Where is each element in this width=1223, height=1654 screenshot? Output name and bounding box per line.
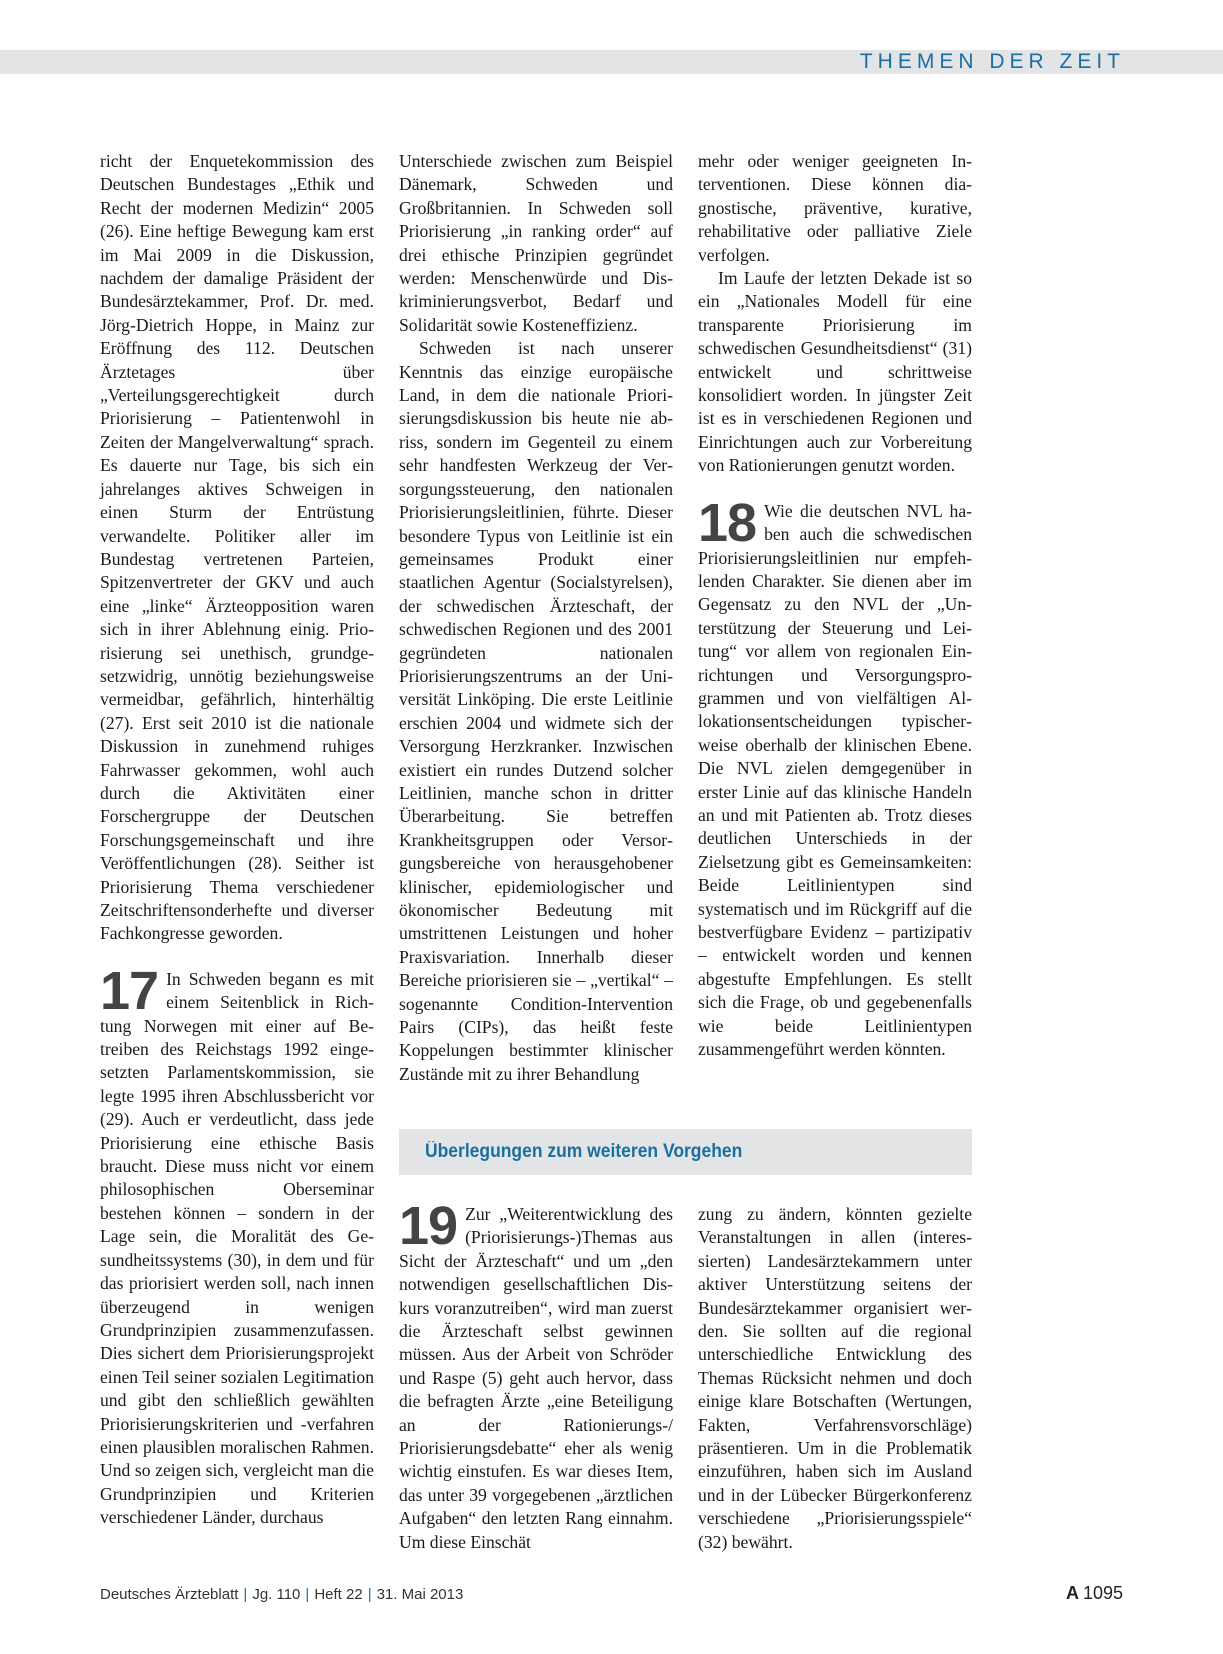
paragraph: mehr oder weniger geeigneten Interventionen. Diese können diagnostische, präventive, kurative, rehabilitative oder palliative Ziele verfolgen.: [698, 151, 972, 265]
page-number: [1066, 1581, 1123, 1605]
column-1: [100, 150, 374, 1530]
paragraph: Schweden ist nach unserer Kenntnis das einzige europäische Land, in dem die nationale Priorisierungsdiskussion bis heute nie abriss, sondern im Gegenteil zu einem sehr handfesten Werkzeug der Versorgungssteuerung, den nationalen Priorisierungsleitlinien, führte. Dieser besondere Typus von Leitlinie ist ein gemeinsames Produkt einer staatlichen Agentur (Socialstyrelsen), der schwedischen Ärzteschaft, der schwedischen Regionen und des 2001 gegründeten nationalen Priorisierungszentrums an der Universität Linköping. Die erste Leitlinie erschien 2004 und widmete sich der Versorgung Herzkranker. Inzwischen existiert ein rundes Dutzend solcher Leitlinien, manche schon in dritter Überarbeitung. Sie betreffen Krankheitsgruppen oder Versorgungsbereiche von herausgehobener klinischer, epidemiologischer und ökonomischer Bedeutung mit umstrittenen Leistungen und hoher Praxisvariation. Innerhalb dieser Bereiche priorisieren sie – „vertikal“ – sogenannte Condition-Intervention Pairs (CIPs), das heißt feste Koppelungen bestimmter klinischer Zustände mit zu ihrer Behandlung: [399, 338, 673, 1084]
paragraph-17: [100, 960, 374, 1530]
paragraph: Unterschiede zwischen zum Beispiel Dänemark, Schweden und Großbritannien. In Schweden soll Priorisierung „in ranking order“ auf drei ethische Prinzipien gegründet werden: Menschenwürde und Diskriminierungsverbot, Bedarf und Solidarität sowie Kosteneffizienz.: [399, 151, 673, 335]
volume: Jg. 110: [252, 1586, 301, 1603]
paragraph-text: In Schweden begann es mit einem Seitenblick in Richtung Norwegen mit einer auf Betreiben des Reichstags 1992 eingesetzten Parlamentskommission, sie legte 1995 ihren Abschlussbericht vor (29). Auch er verdeutlicht, dass jede Priorisierung eine ethische Basis braucht. Diese muss nicht vor einem philosophischen Oberseminar bestehen können – sondern in der Lage sein, die Moralität des Gesundheitssystems (30), in dem und für das priorisiert werden soll, nach innen überzeugend in wenigen Grundprinzipien zusammenzufassen. Dies sichert dem Priorisierungsprojekt einen Teil seiner sozialen Legitimation und gibt den schließlich gewählten Priorisierungskriterien und -verfahren einen plausiblen moralischen Rahmen. Und so zeigen sich, vergleicht man die Grundprinzipien und Kriterien verschiedener Länder, durchaus: [100, 968, 374, 1528]
paragraph-number-17: 17: [100, 960, 159, 1021]
paragraph: richt der Enquetekommission des Deutschen Bundestages „Ethik und Recht der modernen Medizin“ 2005 (26). Eine heftige Bewegung kam erst im Mai 2009 in die Diskussion, nachdem der damalige Präsident der Bundesärztekammer, Prof. Dr. med. Jörg-Dietrich Hoppe, in Mainz zur Eröffnung des 112. Deutschen Ärztetages über „Verteilungsgerechtigkeit durch Priorisierung – Patientenwohl in Zeiten der Mangelverwaltung“ sprach. Es dauerte nur Tage, bis sich ein jahrelanges aktives Schweigen in einen Sturm der Entrüstung verwandelte. Politiker aller im Bundestag vertretenen Parteien, Spitzenvertreter der GKV und auch eine „linke“ Ärzteopposition waren sich in ihrer Ablehnung einig. Priorisierung sei unethisch, grundgesetzwidrig, unnötig beziehungsweise vermeidbar, gefährlich, hinterhältig (27). Erst seit 2010 ist die nationale Diskussion in zunehmend ruhiges Fahrwasser gekommen, wohl auch durch die Aktivitäten einer Forschergruppe der Deutschen Forschungsgemeinschaft und ihre Veröffentlichungen (28). Seither ist Priorisierung Thema verschiedener Zeitschriftensonderhefte und diverser Fachkongresse geworden.: [100, 151, 374, 944]
paragraph-text: Zur „Weiterentwicklung des (Priorisierungs-)Themas aus Sicht der Ärzteschaft“ und um „den notwendigen gesellschaftlichen Diskurs voranzutreiben“, wird man zuerst die Ärzteschaft selbst gewinnen müssen. Aus der Arbeit von Schröder und Raspe (5) geht auch hervor, dass die befragten Ärzte „eine Beteiligung an der Rationierungs-/ Priorisierungsdebatte“ eher als wenig wichtig einstufen. Es war dieses Item, das unter 39 vorgegebenen „ärztlichen Aufgaben“ den letzten Rang einnahm. Um diese Einschät: [399, 1204, 673, 1552]
column-2: [399, 150, 673, 1086]
page-letter: A: [1065, 1583, 1079, 1603]
subheading: Überlegungen zum weiteren Vorgehen: [425, 1141, 743, 1162]
paragraph: Im Laufe der letzten Dekade ist so ein „Nationales Modell für eine transparente Priorisierung im schwedischen Gesundheitsdienst“ (31) entwickelt und schrittweise konsolidiert worden. In jüngster Zeit ist es in verschiedenen Regionen und Einrichtungen auch zur Vorbereitung von Rationierungen genutzt worden.: [698, 268, 972, 476]
section-label: THEMEN DER ZEIT: [859, 50, 1125, 73]
column-2-lower: [399, 1196, 673, 1554]
issue: Heft 22: [314, 1586, 363, 1603]
paragraph: zung zu ändern, könnten gezielte Veranstaltungen in allen (interessierten) Landesärztekammern unter aktiver Unterstützung seitens der Bundesärztekammer organisiert werden. Sie sollten auf die regional unterschiedliche Entwicklung des Themas Rücksicht nehmen und doch einige klare Botschaften (Wertungen, Fakten, Verfahrensvorschläge) präsentieren. Um in die Problematik einzuführen, haben sich im Ausland und in der Lübecker Bürgerkonferenz verschiedene „Priorisierungsspiele“ (32) bewährt.: [698, 1204, 972, 1552]
paragraph-text: Wie die deutschen NVL haben auch die schwedischen Priorisierungsleitlinien nur empfehlenden Charakter. Sie dienen aber im Gegensatz zu den NVL der „Unterstützung der Steuerung und Leitung“ vor allem von regionalen Einrichtungen und Versorgungsprogrammen und von vielfältigen Allokationsentscheidungen typischerweise oberhalb der klinischen Ebene. Die NVL zielen demgegenüber in erster Linie auf das klinische Handeln an und mit Patienten ab. Trotz dieses deutlichen Unterschieds in der Zielsetzung gibt es Gemeinsamkeiten: Beide Leitlinientypen sind systematisch und im Rückgriff auf die bestverfügbare Evidenz – partizipativ – entwickelt worden und kennen abgestufte Empfehlungen. Es stellt sich die Frage, ob und gegebenenfalls wie beide Leitlinientypen zusammengeführt werden könnten.: [698, 500, 972, 1060]
date: 31. Mai 2013: [376, 1586, 464, 1603]
paragraph-number-19: 19: [399, 1196, 458, 1256]
page-number-value: 1095: [1082, 1583, 1123, 1603]
separator: |: [367, 1586, 372, 1603]
journal-name: Deutsches Ärzteblatt: [100, 1586, 239, 1603]
separator: |: [243, 1586, 248, 1603]
paragraph-19: [399, 1196, 673, 1554]
paragraph-18: [698, 492, 972, 1062]
paragraph-number-18: 18: [698, 492, 757, 553]
subheading-box: [399, 1129, 972, 1175]
column-3: [698, 150, 972, 1061]
separator: |: [305, 1586, 310, 1603]
column-3-lower: [698, 1203, 972, 1554]
footer-citation: [100, 1584, 463, 1606]
